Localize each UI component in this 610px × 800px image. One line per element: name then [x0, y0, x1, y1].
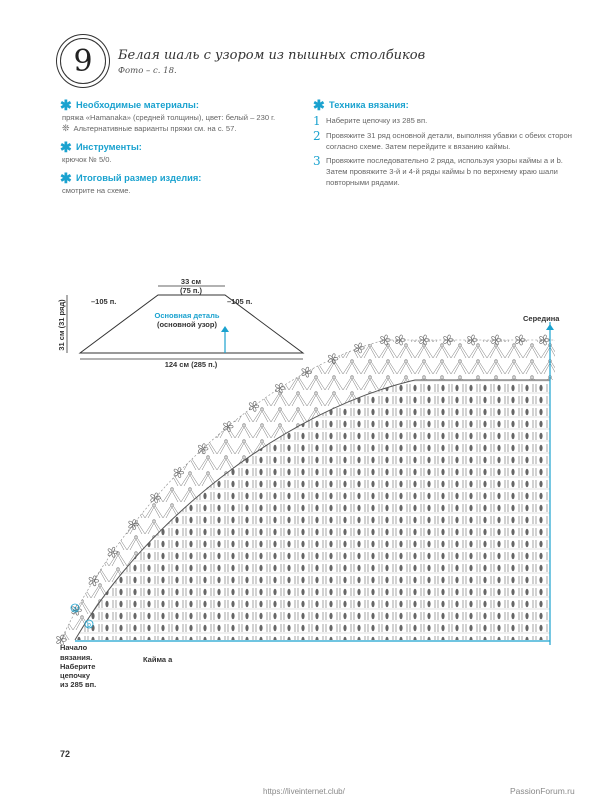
step-text: Наберите цепочку из 285 вп. — [326, 116, 428, 125]
materials-alternative — [62, 123, 295, 134]
pattern-number: 9 — [73, 43, 93, 79]
start-label-1: Начало — [60, 643, 88, 652]
materials-yarn: пряжа «Hamanaka» (средней толщины), цвет: белый – 230 г. — [62, 113, 276, 122]
asterisk-icon: ✱ — [60, 97, 72, 113]
schema-part-pattern: (основной узор) — [157, 320, 217, 329]
start-label-3: Наберите — [60, 662, 96, 671]
technique-step — [313, 130, 573, 152]
step-number: 3 — [313, 154, 321, 168]
technique-step — [313, 115, 573, 127]
size-title: Итоговый размер изделия: — [76, 173, 202, 183]
step-number: 1 — [313, 114, 321, 128]
technique-title: Техника вязания: — [329, 100, 409, 110]
schema-left-side: –105 п. — [91, 297, 117, 306]
technique-step — [313, 155, 573, 188]
asterisk-icon: ✱ — [60, 139, 72, 155]
start-label-5: из 285 вп. — [60, 680, 97, 689]
pattern-title: Белая шаль с узором из пышных столбиков — [118, 48, 426, 63]
technique-column — [313, 98, 573, 191]
photo-reference: Фото – с. 18. — [118, 66, 177, 76]
marker-a: a — [73, 606, 77, 613]
tools-heading — [60, 140, 295, 154]
arrow-up-icon — [546, 324, 554, 330]
technique-heading — [313, 98, 573, 112]
crochet-chart — [55, 310, 570, 689]
source-url: https://liveinternet.club/ — [263, 787, 345, 796]
marker-b: b — [87, 622, 91, 629]
pattern-number-badge — [60, 38, 106, 84]
chart-middle-label: Середина — [523, 314, 560, 323]
size-heading — [60, 171, 295, 185]
tools-title: Инструменты: — [76, 142, 142, 152]
asterisk-icon: ✱ — [60, 170, 72, 186]
border-a-label: Кайма a — [143, 655, 173, 664]
schema-bottom: 124 см (285 п.) — [164, 360, 218, 369]
snowflake-icon: ❊ — [62, 123, 70, 133]
asterisk-icon: ✱ — [313, 97, 325, 113]
page-number: 72 — [60, 749, 71, 759]
schema-right-side: –105 п. — [227, 297, 253, 306]
schema-part-name: Основная деталь — [154, 311, 220, 320]
step-number: 2 — [313, 129, 321, 143]
schema-top-loops: (75 п.) — [179, 286, 203, 295]
schema-top-width: 33 см — [180, 277, 202, 286]
start-label-2: вязания. — [60, 653, 93, 662]
size-text: смотрите на схеме. — [62, 186, 131, 195]
tools-text: крючок № 5/0. — [62, 155, 112, 164]
materials-text — [60, 112, 295, 134]
step-text: Провяжите последовательно 2 ряда, используя узоры каймы a и b. Затем провяжите 3-й и 4-й ряды каймы b по верхнему краю шали повторными рядами. — [326, 156, 563, 187]
materials-alternative-text: Альтернативные варианты пряжи см. на с. 57. — [73, 124, 237, 133]
watermark: PassionForum.ru — [510, 786, 575, 796]
materials-heading — [60, 98, 295, 112]
materials-column — [60, 98, 295, 196]
step-text: Провяжите 31 ряд основной детали, выполняя убавки с обеих сторон согласно схеме. Затем перейдите к вязанию каймы. — [326, 131, 572, 151]
start-label-4: цепочку — [60, 671, 90, 680]
materials-title: Необходимые материалы: — [76, 100, 199, 110]
schema-height: 31 см (31 ряд) — [57, 299, 66, 351]
